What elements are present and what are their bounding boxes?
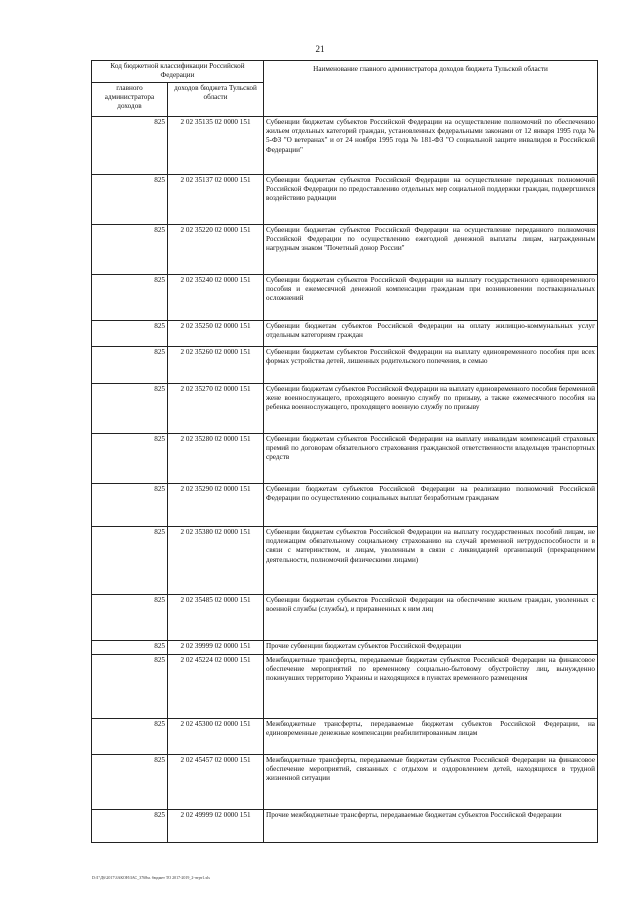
- income-code: 2 02 35250 02 0000 151: [168, 321, 264, 347]
- income-code: 2 02 35135 02 0000 151: [168, 117, 264, 175]
- table-row: [92, 384, 598, 434]
- table-row: [92, 347, 598, 384]
- table-row: [92, 641, 598, 655]
- income-name: Субвенции бюджетам субъектов Российской Федерации на обеспечение жильем граждан, уволенных с военной службы (службы), и приравненных к ним лиц: [264, 595, 598, 641]
- table-row: [92, 175, 598, 225]
- header-main-administrator: главного администратора доходов: [92, 83, 168, 117]
- income-name: Субвенции бюджетам субъектов Российской Федерации на осуществление переданных полномочий Российской Федерации по предоставлению отдельных мер социальной поддержки граждан, подвергшихся воздействию радиации: [264, 175, 598, 225]
- income-code: 2 02 35137 02 0000 151: [168, 175, 264, 225]
- income-name: Субвенции бюджетам субъектов Российской Федерации на выплату государственного единовременного пособия и ежемесячной денежной компенсации гражданам при возникновении поствакцинальных осложнений: [264, 275, 598, 321]
- income-code: 2 02 35260 02 0000 151: [168, 347, 264, 384]
- table-row: [92, 655, 598, 719]
- income-code: 2 02 35280 02 0000 151: [168, 434, 264, 484]
- income-name: Субвенции бюджетам субъектов Российской Федерации на реализацию полномочий Российской Федерации по осуществлению социальных выплат безработным гражданам: [264, 484, 598, 527]
- administrator-code: 825: [92, 655, 168, 719]
- header-administrator-name: Наименование главного администратора доходов бюджета Тульской области: [264, 61, 598, 117]
- administrator-code: 825: [92, 384, 168, 434]
- table-row: [92, 275, 598, 321]
- income-name: Субвенции бюджетам субъектов Российской Федерации на выплату инвалидам компенсаций страховых премий по договорам обязательного страхования гражданской ответственности владельцев транспортных средств: [264, 434, 598, 484]
- page-number: 21: [315, 44, 325, 54]
- administrator-code: 825: [92, 321, 168, 347]
- budget-classification-table: [91, 60, 598, 843]
- income-code: 2 02 39999 02 0000 151: [168, 641, 264, 655]
- administrator-code: 825: [92, 755, 168, 810]
- income-code: 2 02 45300 02 0000 151: [168, 719, 264, 755]
- income-name: Прочие межбюджетные трансферты, передаваемые бюджетам субъектов Российской Федерации: [264, 810, 598, 843]
- income-code: 2 02 45224 02 0000 151: [168, 655, 264, 719]
- table-row: [92, 117, 598, 175]
- income-code: 2 02 35270 02 0000 151: [168, 384, 264, 434]
- income-name: Межбюджетные трансферты, передаваемые бюджетам субъектов Российской Федерации на финансовое обеспечение мероприятий, связанных с отдыхом и оздоровлением детей, находящихся в трудной жизненной ситуации: [264, 755, 598, 810]
- administrator-code: 825: [92, 225, 168, 275]
- income-code: 2 02 45457 02 0000 151: [168, 755, 264, 810]
- table-row: [92, 810, 598, 843]
- administrator-code: 825: [92, 810, 168, 843]
- table-row: [92, 225, 598, 275]
- income-name: Прочие субвенции бюджетам субъектов Российской Федерации: [264, 641, 598, 655]
- administrator-code: 825: [92, 275, 168, 321]
- table-row: [92, 527, 598, 595]
- table-row: [92, 719, 598, 755]
- table-row: [92, 434, 598, 484]
- income-code: 2 02 35240 02 0000 151: [168, 275, 264, 321]
- table-row: [92, 595, 598, 641]
- administrator-code: 825: [92, 641, 168, 655]
- income-code: 2 02 35220 02 0000 151: [168, 225, 264, 275]
- income-name: Субвенции бюджетам субъектов Российской Федерации на выплату единовременного пособия беременной жене военнослужащего, проходящего военную службу по призыву, а также ежемесячного пособия на ребенка военнослужащего, проходящего военную службу по призыву: [264, 384, 598, 434]
- administrator-code: 825: [92, 434, 168, 484]
- income-name: Субвенции бюджетам субъектов Российской Федерации на оплату жилищно-коммунальных услуг отдельным категориям граждан: [264, 321, 598, 347]
- administrator-code: 825: [92, 719, 168, 755]
- income-name: Субвенции бюджетам субъектов Российской Федерации на выплату государственных пособий лицам, не подлежащим обязательному социальному страхованию на случай временной нетрудоспособности и в связи с материнством, и лицам, уволенным в связи с ликвидацией организаций (прекращением деятельности, полномочий физическими лицами): [264, 527, 598, 595]
- income-name: Межбюджетные трансферты, передаваемые бюджетам субъектов Российской Федерации, на единовременные денежные компенсации реабилитированным лицам: [264, 719, 598, 755]
- income-code: 2 02 35380 02 0000 151: [168, 527, 264, 595]
- table-row: [92, 321, 598, 347]
- income-code: 2 02 49999 02 0000 151: [168, 810, 264, 843]
- administrator-code: 825: [92, 175, 168, 225]
- income-name: Субвенции бюджетам субъектов Российской Федерации на осуществление переданного полномочия Российской Федерации по осуществлению ежегодной денежной выплаты лицам, награжденным нагрудным знаком "Почетный донор России": [264, 225, 598, 275]
- header-region-income: доходов бюджета Тульской области: [168, 83, 264, 117]
- income-name: Межбюджетные трансферты, передаваемые бюджетам субъектов Российской Федерации на финансовое обеспечение мероприятий по временному социально-бытовому обустройству лиц, вынужденно покинувших территорию Украины и находящихся в пунктах временного размещения: [264, 655, 598, 719]
- income-code: 2 02 35290 02 0000 151: [168, 484, 264, 527]
- income-name: Субвенции бюджетам субъектов Российской Федерации на выплату единовременного пособия при всех формах устройства детей, лишенных родительского попечения, в семью: [264, 347, 598, 384]
- administrator-code: 825: [92, 527, 168, 595]
- table-row: [92, 484, 598, 527]
- file-path-footer: D:\Г\Д6\2017\ЗАКОН\ЗАС_3768м. бюджет ТО 2017-2019_2-чтрт1.xls: [92, 875, 210, 880]
- administrator-code: 825: [92, 484, 168, 527]
- administrator-code: 825: [92, 117, 168, 175]
- header-classification-code: Код бюджетной классификации Российской Федерации: [92, 61, 264, 83]
- table-row: [92, 755, 598, 810]
- administrator-code: 825: [92, 595, 168, 641]
- income-name: Субвенции бюджетам субъектов Российской Федерации на осуществление полномочий по обеспечению жильем отдельных категорий граждан, установленных федеральными законами от 12 января 1995 года № 5-ФЗ "О ветеранах" и от 24 ноября 1995 года № 181-ФЗ "О социальной защите инвалидов в Российской Федерации": [264, 117, 598, 175]
- administrator-code: 825: [92, 347, 168, 384]
- income-code: 2 02 35485 02 0000 151: [168, 595, 264, 641]
